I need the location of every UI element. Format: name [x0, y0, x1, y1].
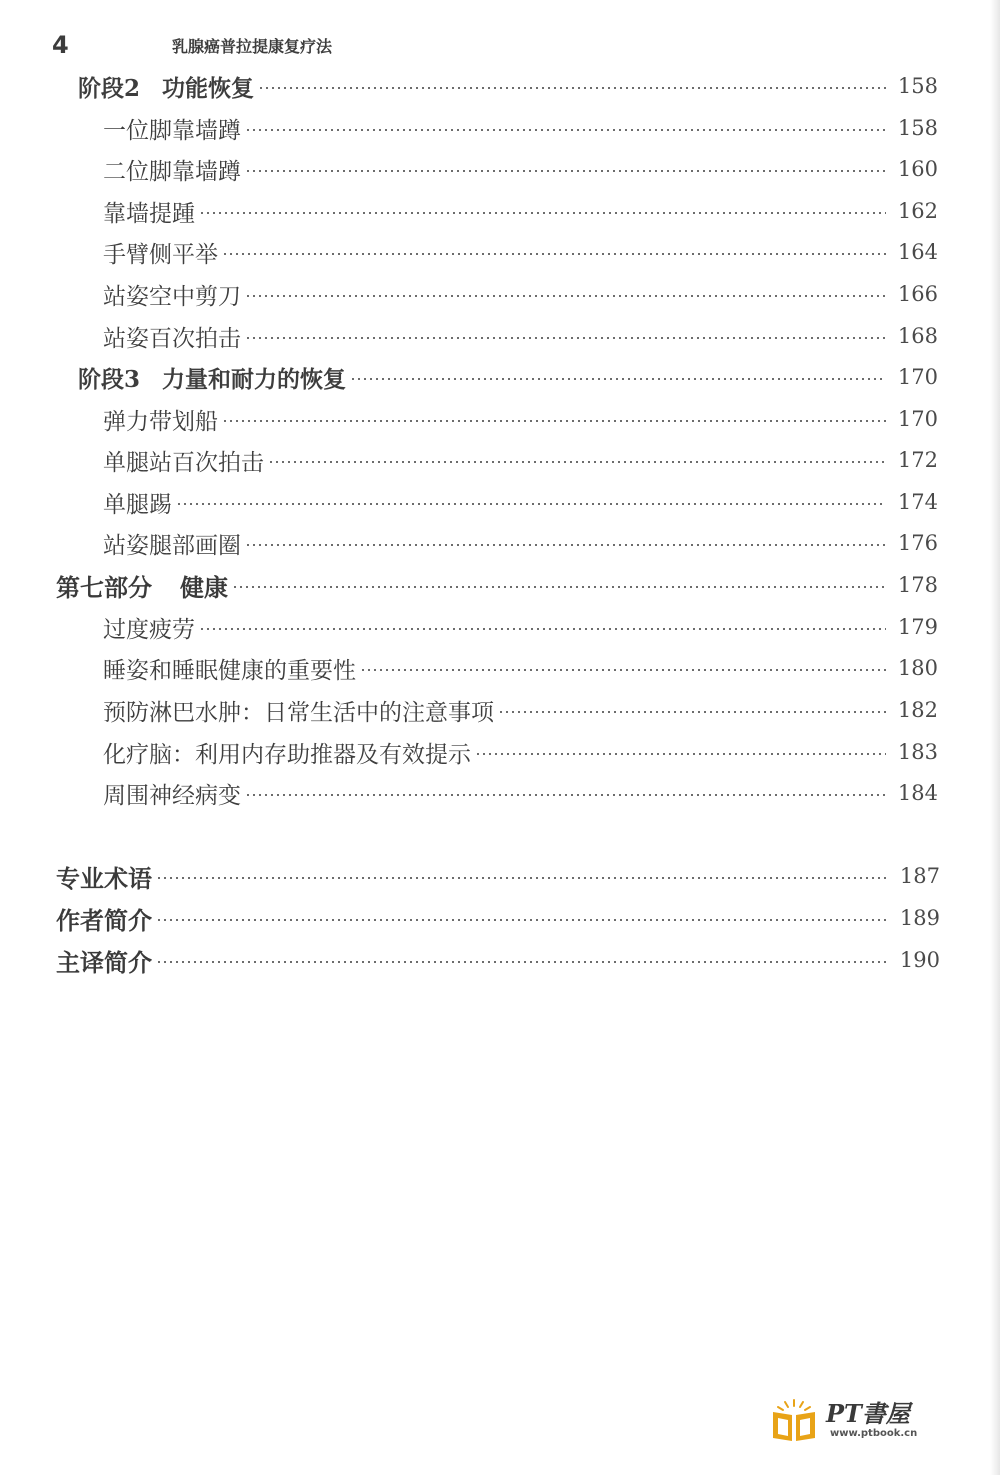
toc-section-number: 阶段3: [78, 365, 141, 393]
toc-entry: [103, 149, 938, 189]
toc-entry: [103, 773, 938, 813]
running-title: 乳腺癌普拉提康复疗法: [172, 36, 333, 56]
dot-leader: [245, 170, 886, 172]
toc-page-number: 172: [897, 448, 938, 472]
toc-page-number: 170: [897, 407, 938, 431]
toc-entry-title: 单腿站百次拍击: [103, 449, 264, 476]
toc-entry: [103, 316, 938, 356]
dot-leader: [475, 753, 886, 755]
toc-page-number: 176: [897, 531, 938, 555]
toc-entry-title: 二位脚靠墙蹲: [103, 158, 241, 185]
toc-page-number: 168: [897, 324, 938, 348]
page-edge-shadow: [990, 0, 1000, 1475]
toc-entry-title: 预防淋巴水肿：日常生活中的注意事项: [103, 699, 494, 726]
toc-page-number: 182: [897, 698, 938, 722]
toc-entry: [56, 856, 940, 896]
dot-leader: [156, 919, 888, 921]
toc-entry: [103, 440, 938, 480]
dot-leader: [199, 628, 886, 630]
toc-entry: [103, 690, 938, 730]
dot-leader: [199, 212, 886, 214]
toc-entry-title: 一位脚靠墙蹲: [103, 117, 241, 144]
toc-entry: [103, 191, 938, 231]
toc-entry: [56, 940, 940, 980]
toc-entry: [78, 66, 938, 106]
open-book-icon: [770, 1398, 818, 1442]
toc-entry-title: 睡姿和睡眠健康的重要性: [103, 657, 356, 684]
dot-leader: [156, 877, 888, 879]
toc-page-number: 187: [899, 864, 940, 888]
toc-entry: [103, 482, 938, 522]
toc-page-number: 184: [897, 781, 938, 805]
toc-page-number: 164: [897, 240, 938, 264]
dot-leader: [498, 711, 886, 713]
dot-leader: [360, 669, 886, 671]
dot-leader: [245, 337, 886, 339]
dot-leader: [222, 420, 886, 422]
toc-entry-title: 靠墙提踵: [103, 200, 195, 227]
toc-entry: [103, 648, 938, 688]
toc-entry-title: 站姿腿部画圈: [103, 532, 241, 559]
toc-section-title: 功能恢复: [162, 74, 255, 102]
toc-page-number: 180: [897, 656, 938, 680]
toc-page-number: 160: [897, 157, 938, 181]
toc-section-number: 阶段2: [78, 74, 141, 102]
dot-leader: [176, 503, 886, 505]
toc-entry: [103, 108, 938, 148]
toc-entry: [103, 732, 938, 772]
toc-page-number: 158: [897, 116, 938, 140]
dot-leader: [268, 461, 886, 463]
toc-page-number: 190: [899, 948, 940, 972]
toc-entry: [103, 523, 938, 563]
toc-entry: [56, 565, 938, 605]
toc-page-number: 179: [897, 615, 938, 639]
toc-page-number: 183: [897, 740, 938, 764]
toc-entry-title: 单腿踢: [103, 491, 172, 518]
toc-entry: [78, 357, 938, 397]
toc-page-number: 166: [897, 282, 938, 306]
toc-section-title: 力量和耐力的恢复: [162, 365, 347, 393]
toc-page-number: 158: [897, 74, 938, 98]
watermark-brand: PT書屋: [826, 1399, 910, 1428]
dot-leader: [245, 544, 886, 546]
toc-section-title: 健康: [180, 573, 228, 602]
dot-leader: [245, 295, 886, 297]
toc-entry-title: [78, 361, 346, 394]
toc-entry-title: 弹力带划船: [103, 408, 218, 435]
toc-section-number: 第七部分: [56, 573, 152, 602]
dot-leader: [245, 129, 886, 131]
toc-entry-title: 主译简介: [56, 948, 152, 977]
toc-entry-title: 站姿百次拍击: [103, 325, 241, 352]
toc-page-number: 189: [899, 906, 940, 930]
toc-page-number: 178: [897, 573, 938, 597]
toc-page-number: 170: [897, 365, 938, 389]
toc-page-number: 174: [897, 490, 938, 514]
dot-leader: [222, 253, 886, 255]
toc-entry: [56, 898, 940, 938]
dot-leader: [350, 378, 886, 380]
toc-entry-title: 专业术语: [56, 864, 152, 893]
dot-leader: [245, 794, 886, 796]
toc-entry-title: [56, 568, 228, 603]
toc-entry-title: 作者简介: [56, 906, 152, 935]
dot-leader: [156, 961, 888, 963]
toc-entry: [103, 607, 938, 647]
page-number: 4: [52, 31, 69, 59]
toc-entry-title: 站姿空中剪刀: [103, 283, 241, 310]
watermark-logo: [770, 1392, 930, 1448]
toc-entry: [103, 274, 938, 314]
toc-entry-title: [78, 70, 254, 103]
toc-entry: [103, 399, 938, 439]
toc-entry-title: 过度疲劳: [103, 616, 195, 643]
page-header: [52, 30, 332, 60]
dot-leader: [232, 586, 886, 588]
toc-entry-title: 手臂侧平举: [103, 241, 218, 268]
toc-entry: [103, 232, 938, 272]
toc-page-number: 162: [897, 199, 938, 223]
watermark-url: www.ptbook.cn: [830, 1428, 918, 1439]
toc-entry-title: 化疗脑：利用内存助推器及有效提示: [103, 741, 471, 768]
dot-leader: [258, 87, 886, 89]
toc-entry-title: 周围神经病变: [103, 782, 241, 809]
